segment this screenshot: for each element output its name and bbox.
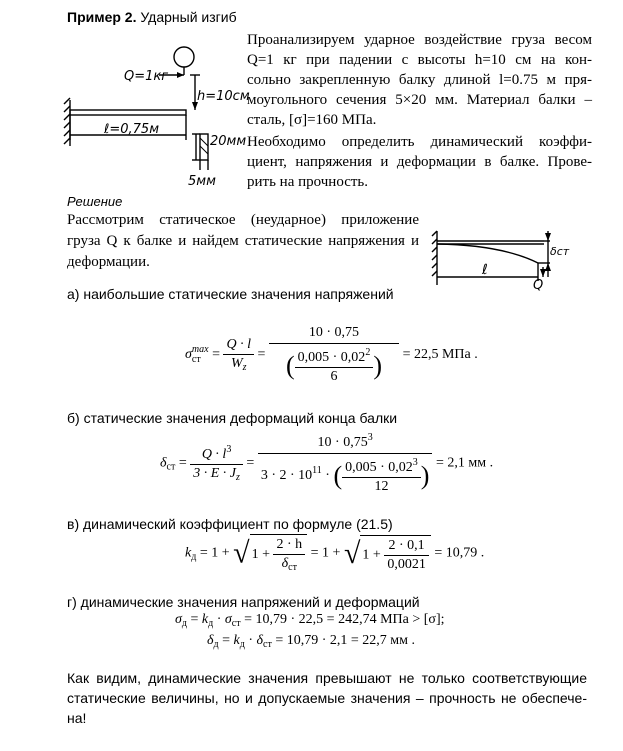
fb-num1: Q · l (201, 447, 227, 462)
figure-static-deflection (432, 227, 570, 293)
conclusion-line: Как видим, динамические значения превышают не только соответствующие (67, 670, 587, 686)
fa-result: = 22,5 МПа . (402, 347, 478, 363)
conclusion-line: статические величины, но и допускаемые значения – прочность не обеспече- (67, 690, 587, 706)
task-paragraph (247, 132, 592, 192)
l2-label: ℓ (482, 262, 488, 278)
item-a-label: а) наибольшие статические значения напряжений (67, 286, 394, 302)
fc-num1: 2 · h (276, 537, 303, 552)
example-topic: Ударный изгиб (140, 9, 237, 25)
fd-line2: = 10,79 · 2,1 = 22,7 мм . (275, 633, 415, 648)
fc-den2: 0,0021 (384, 555, 429, 573)
solution-paragraph (67, 210, 419, 273)
formula-d-line1: $\sigma_д = k_д \cdot \sigma_{ст} = 10,79 \cdot 22,5 = 242,74$ МПа > [σ]; (175, 612, 445, 629)
item-c-label: в) динамический коэффициент по формуле (21.5) (67, 516, 393, 532)
beam (70, 110, 186, 115)
task-line: рить на прочность. (247, 174, 368, 190)
fd-line1: = 10,79 · 22,5 = 242,74 МПа > [σ]; (244, 612, 445, 627)
fc-num2: 2 · 0,1 (388, 537, 425, 553)
item-b-label: б) статические значения деформаций конца балки (67, 410, 398, 426)
solution-heading: Решение (67, 194, 123, 209)
conclusion-paragraph (67, 668, 587, 728)
fb-num2: 10 · 0,75 (317, 435, 368, 450)
section-width-label: 5мм (188, 174, 216, 189)
solution-line: Рассмотрим статическое (неударное) приложение (67, 212, 419, 228)
task-line: Необходимо определить динамический коэффи- (247, 134, 592, 150)
formula-d-line2: $\delta_д = k_д \cdot \delta_{ст} = 10,79 \cdot 2,1 = 22,7$ мм . (207, 633, 415, 650)
section-height-label: 20мм (210, 134, 247, 149)
intro-line: Q=1 кг при падении с высоты h=10 см на кон- (247, 52, 592, 68)
q-label: Q=1кг (124, 69, 169, 84)
formula-a: σmax ст = $\frac{Q \cdot l}{W_z}$ = 10 · 0,75 ( $\frac{0,005 \cdot 0,02^2}{6}$ ) = 22,5 МПа . (185, 325, 478, 384)
item-d-label: г) динамические значения напряжений и деформаций (67, 594, 420, 610)
l-label: ℓ=0,75м (104, 122, 160, 137)
fa-num2: 10 · 0,75 (308, 325, 360, 340)
conclusion-line: на! (67, 710, 87, 726)
fc-result: = 10,79 . (434, 545, 485, 561)
figure-cantilever-impact (64, 34, 250, 192)
fb-den-den: 12 (342, 477, 421, 495)
solution-line: груза Q к балке и найдем статические напряжения и (67, 233, 419, 249)
fb-result: = 2,1 мм . (435, 455, 494, 471)
example-number: Пример 2. (67, 9, 137, 25)
example-title (67, 9, 237, 25)
intro-paragraph (247, 30, 592, 130)
intro-line: моугольного сечения 5×20 мм. Материал балки – (247, 92, 592, 108)
intro-line: Проанализируем ударное воздействие груза весом (247, 32, 592, 48)
fb-den1: 3 · E · J (193, 466, 236, 481)
fb-den-a: 3 · 2 · 10 (260, 468, 313, 484)
fa-den-den: 6 (295, 367, 374, 385)
fa-den1: W (230, 356, 243, 371)
weight-circle (174, 47, 194, 67)
intro-line: сталь, [σ]=160 МПа. (247, 112, 377, 128)
fa-den-num: 0,005 · 0,02 (297, 350, 366, 365)
solution-line: деформации. (67, 254, 150, 270)
h-label: h=10см (197, 89, 250, 104)
q2-label: Q (533, 278, 544, 293)
intro-line: сольно закрепленную балку длиной l=0.75 м пря- (247, 72, 592, 88)
task-line: циент, напряжения и деформации в балке. Прове- (247, 154, 592, 170)
fa-num1: Q · l (226, 337, 251, 352)
fb-den-num: 0,005 · 0,02 (345, 460, 413, 475)
formula-b: $\delta_{ст}$ = $\frac{Q \cdot l^3}{3 \cdot E \cdot J_z}$ = $10 \cdot 0,75^3$ $3 \cdot 2 \cdot 10^{11}$ · ( $\frac{0,005 \cdot 0,02^3}{12}$ ) = 2,1 мм . (160, 432, 494, 494)
delta-label: δст (550, 245, 570, 258)
formula-c: $k_д = 1$ + √ 1 + $\frac{2 \cdot h}{\delta_{ст}}$ = 1 + √ 1 + $\frac{2 \cdot 0,1}{0,0021}$ = 10,79 . (185, 534, 484, 573)
